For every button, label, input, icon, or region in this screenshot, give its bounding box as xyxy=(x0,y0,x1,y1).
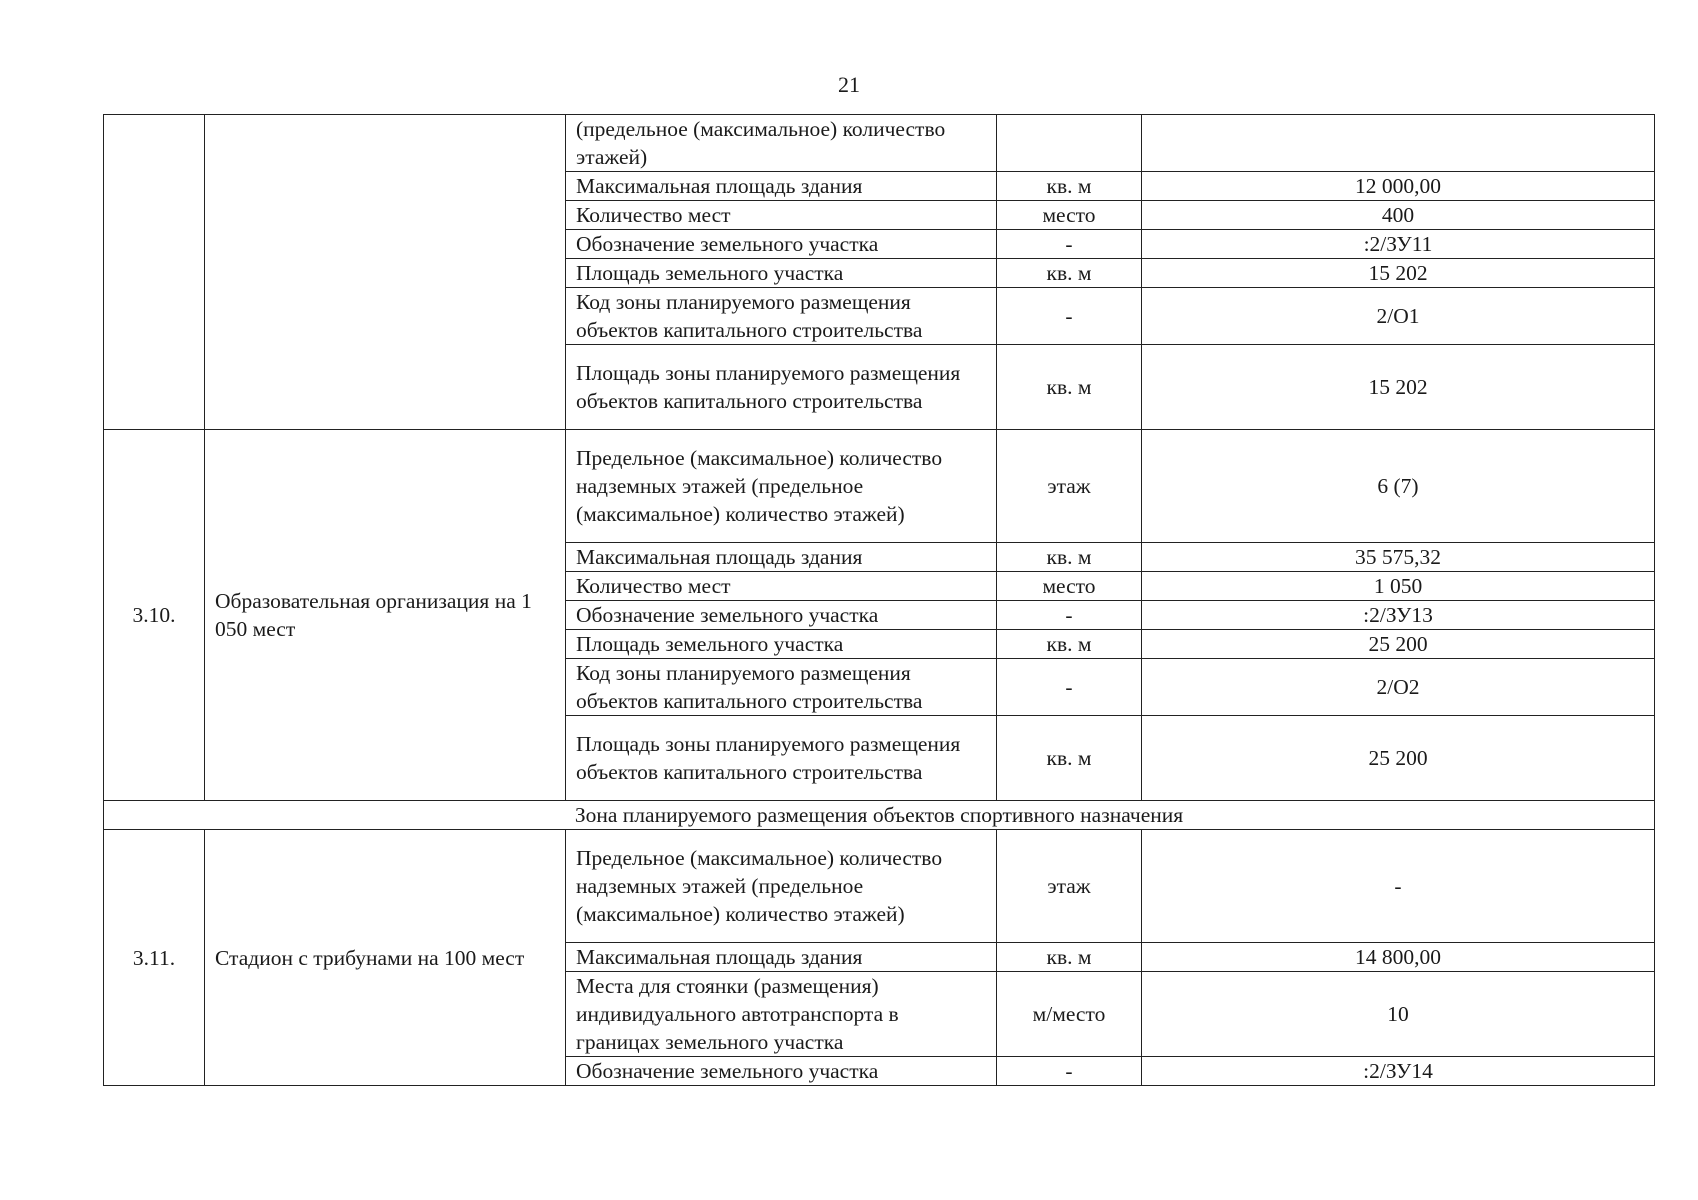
unit-cell: кв. м xyxy=(997,172,1142,201)
parameter-cell: Площадь земельного участка xyxy=(566,630,997,659)
item-name-cell: Образовательная организация на 1 050 мест xyxy=(205,430,566,801)
item-number-cell: 3.10. xyxy=(104,430,205,801)
parameter-cell: Предельное (максимальное) количество надземных этажей (предельное (максимальное) количество этажей) xyxy=(566,830,997,943)
parameter-cell: Максимальная площадь здания xyxy=(566,543,997,572)
value-cell: - xyxy=(1142,830,1655,943)
unit-cell: кв. м xyxy=(997,259,1142,288)
page-number: 21 xyxy=(838,72,860,97)
value-cell: 14 800,00 xyxy=(1142,943,1655,972)
unit-cell: - xyxy=(997,1057,1142,1086)
item-number-cell: 3.11. xyxy=(104,830,205,1086)
value-cell: 12 000,00 xyxy=(1142,172,1655,201)
parameter-cell: Код зоны планируемого размещения объектов капитального строительства xyxy=(566,288,997,345)
unit-cell: кв. м xyxy=(997,943,1142,972)
parameter-cell: Предельное (максимальное) количество надземных этажей (предельное (максимальное) количество этажей) xyxy=(566,430,997,543)
parameter-cell: Площадь зоны планируемого размещения объектов капитального строительства xyxy=(566,716,997,801)
parameter-cell: Количество мест xyxy=(566,572,997,601)
value-cell: 35 575,32 xyxy=(1142,543,1655,572)
unit-cell: место xyxy=(997,572,1142,601)
parameter-cell: (предельное (максимальное) количество этажей) xyxy=(566,115,997,172)
value-cell: 25 200 xyxy=(1142,716,1655,801)
parameter-cell: Код зоны планируемого размещения объектов капитального строительства xyxy=(566,659,997,716)
table-row xyxy=(104,115,1655,172)
table-row xyxy=(104,430,1655,543)
parameter-cell: Количество мест xyxy=(566,201,997,230)
value-cell: 10 xyxy=(1142,972,1655,1057)
parameter-cell: Максимальная площадь здания xyxy=(566,943,997,972)
parameter-cell: Площадь земельного участка xyxy=(566,259,997,288)
unit-cell: кв. м xyxy=(997,630,1142,659)
value-cell: :2/ЗУ13 xyxy=(1142,601,1655,630)
unit-cell: кв. м xyxy=(997,716,1142,801)
unit-cell: м/место xyxy=(997,972,1142,1057)
value-cell: 25 200 xyxy=(1142,630,1655,659)
parameter-cell: Площадь зоны планируемого размещения объектов капитального строительства xyxy=(566,345,997,430)
unit-cell: - xyxy=(997,601,1142,630)
value-cell: 15 202 xyxy=(1142,259,1655,288)
parameter-cell: Места для стоянки (размещения) индивидуального автотранспорта в границах земельного участка xyxy=(566,972,997,1057)
unit-cell: этаж xyxy=(997,430,1142,543)
item-name-cell: Стадион с трибунами на 100 мест xyxy=(205,830,566,1086)
value-cell: :2/ЗУ14 xyxy=(1142,1057,1655,1086)
parameter-cell: Обозначение земельного участка xyxy=(566,1057,997,1086)
value-cell: 2/О2 xyxy=(1142,659,1655,716)
unit-cell: - xyxy=(997,288,1142,345)
item-number-cell xyxy=(104,115,205,430)
unit-cell: этаж xyxy=(997,830,1142,943)
parameter-cell: Обозначение земельного участка xyxy=(566,601,997,630)
parameter-cell: Максимальная площадь здания xyxy=(566,172,997,201)
table-row xyxy=(104,830,1655,943)
unit-cell: - xyxy=(997,659,1142,716)
unit-cell xyxy=(997,115,1142,172)
value-cell: 6 (7) xyxy=(1142,430,1655,543)
parameter-cell: Обозначение земельного участка xyxy=(566,230,997,259)
unit-cell: - xyxy=(997,230,1142,259)
unit-cell: кв. м xyxy=(997,345,1142,430)
value-cell: :2/ЗУ11 xyxy=(1142,230,1655,259)
value-cell: 15 202 xyxy=(1142,345,1655,430)
value-cell: 2/О1 xyxy=(1142,288,1655,345)
value-cell xyxy=(1142,115,1655,172)
unit-cell: место xyxy=(997,201,1142,230)
value-cell: 400 xyxy=(1142,201,1655,230)
zone-title: Зона планируемого размещения объектов спортивного назначения xyxy=(104,801,1655,830)
item-name-cell xyxy=(205,115,566,430)
unit-cell: кв. м xyxy=(997,543,1142,572)
zone-header-row xyxy=(104,801,1655,830)
parameters-table xyxy=(103,114,1655,1086)
value-cell: 1 050 xyxy=(1142,572,1655,601)
